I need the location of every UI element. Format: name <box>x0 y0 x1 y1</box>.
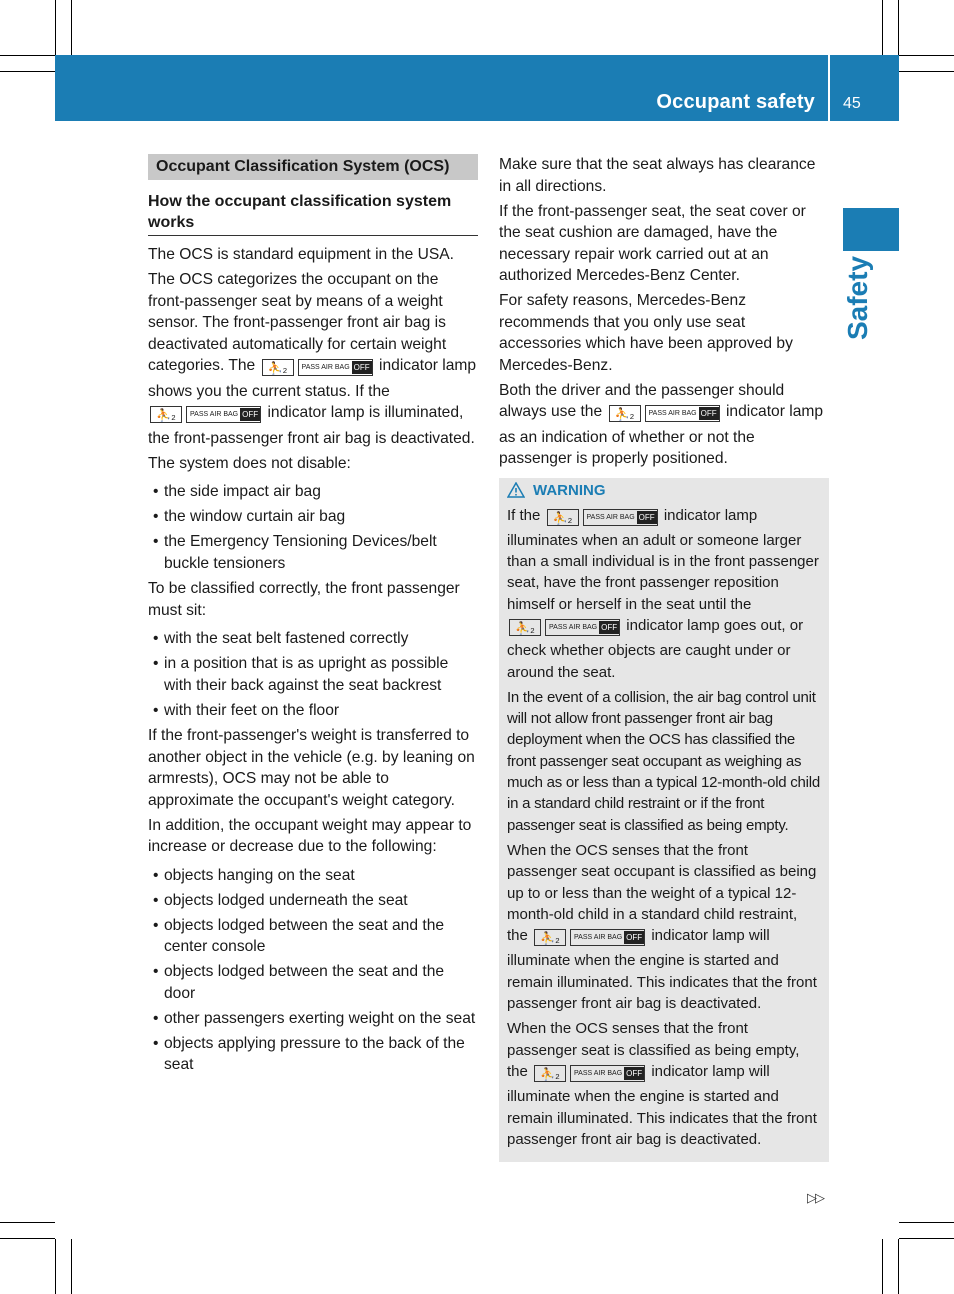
section-side-label: Safety <box>842 255 873 341</box>
seat-occupant-icon: ⛹₂ <box>547 509 579 526</box>
paragraph: To be classified correctly, the front passenger must sit: <box>148 580 460 619</box>
list-item: • objects hanging on the seat <box>148 865 478 887</box>
pass-airbag-off-indicator-icon: ⛹₂ PASS AIR BAG OFF <box>609 405 720 427</box>
warning-paragraph: In the event of a collision, the air bag control unit will not allow front passenger front air bag deployment when the OCS has classified the front passenger seat occupant as weighing as much as or less than a typical 12-month-old child in a standard child restraint or if the front passenger seat is classified as being empty. <box>507 688 820 834</box>
pass-airbag-off-indicator-icon: ⛹₂ PASS AIR BAG OFF <box>150 406 261 428</box>
chapter-title: Occupant safety <box>656 91 815 113</box>
list-item: • objects lodged underneath the seat <box>148 890 478 912</box>
seat-occupant-icon: ⛹₂ <box>509 619 541 636</box>
pass-airbag-off-indicator-icon: ⛹₂ PASS AIR BAG OFF <box>509 619 620 640</box>
warning-box <box>499 478 829 1163</box>
crop-mark <box>899 55 954 56</box>
paragraph: If the front-passenger's weight is transferred to another object in the vehicle (e.g. by leaning on armrests), OCS may not be able to approximate the occupant's weight category. <box>148 727 475 809</box>
paragraph: If the front-passenger seat, the seat cover or the seat cushion are damaged, have the necessary repair work carried out at an authorized Mercedes-Benz Center. <box>499 202 806 284</box>
paragraph: In addition, the occupant weight may appear to increase or decrease due to the following: <box>148 816 472 855</box>
crop-mark <box>882 0 883 55</box>
crop-mark <box>898 1239 899 1294</box>
list-item: • other passengers exerting weight on the seat <box>148 1008 478 1030</box>
crop-mark <box>55 1239 56 1294</box>
seat-occupant-icon: ⛹₂ <box>609 405 641 422</box>
paragraph: The OCS categorizes the occupant on the front-passenger seat by means of a weight sensor. The front-passenger front air bag is deactivated automatically for certain weight categories. The ⛹₂ PASS AIR BAG OFF indicator lamp shows you the current status. If the ⛹₂ PASS AIR BAG OFF indicator lamp is illuminated, the front-passenger front air bag is deactivated. <box>148 271 477 447</box>
continued-arrow-icon: ▷▷ <box>807 1190 823 1205</box>
list-item: • with the seat belt fastened correctly <box>148 628 478 650</box>
paragraph: For safety reasons, Mercedes-Benz recommends that you only use seat accessories which have been approved by Mercedes-Benz. <box>499 292 793 374</box>
list-item: • with their feet on the floor <box>148 700 478 722</box>
crop-mark <box>898 0 899 55</box>
pass-airbag-off-indicator-icon: ⛹₂ PASS AIR BAG OFF <box>534 929 645 950</box>
section-tab <box>843 208 899 251</box>
paragraph: Both the driver and the passenger should always use the ⛹₂ PASS AIR BAG OFF indicator lamp as an indication of whether or not the passenger is properly positioned. <box>499 381 824 467</box>
warning-heading: WARNING <box>507 480 821 502</box>
crop-mark <box>71 1239 72 1294</box>
paragraph: The OCS is standard equipment in the USA. <box>148 246 454 263</box>
crop-mark <box>71 0 72 55</box>
crop-mark <box>899 1222 954 1223</box>
list-item: • in a position that is as upright as possible with their back against the seat backrest <box>148 653 478 696</box>
pass-airbag-off-indicator-icon: ⛹₂ PASS AIR BAG OFF <box>547 509 658 530</box>
seat-occupant-icon: ⛹₂ <box>534 929 566 946</box>
list-item: • objects lodged between the seat and the center console <box>148 915 478 958</box>
page-number: 45 <box>843 95 861 112</box>
left-column <box>148 154 478 1080</box>
list-item: • objects lodged between the seat and the door <box>148 961 478 1004</box>
seat-occupant-icon: ⛹₂ <box>534 1065 566 1082</box>
bullet-list <box>148 628 478 721</box>
bullet-list <box>148 481 478 574</box>
crop-mark <box>882 1239 883 1294</box>
header-bar <box>55 55 899 121</box>
pass-airbag-off-indicator-icon: ⛹₂ PASS AIR BAG OFF <box>262 359 373 381</box>
warning-paragraph: When the OCS senses that the front passenger seat is classified as being empty, the ⛹₂ PASS AIR BAG OFF indicator lamp will illuminate when the engine is started and remain illuminated. This indicates that the front passenger front air bag is deactivated. <box>507 1020 817 1148</box>
crop-mark <box>55 0 56 55</box>
crop-mark <box>899 1238 954 1239</box>
section-title: Occupant Classification System (OCS) <box>148 154 478 180</box>
crop-mark <box>0 55 55 56</box>
warning-paragraph: If the ⛹₂ PASS AIR BAG OFF indicator lamp illuminates when an adult or someone larger than a small individual is in the front passenger seat, have the front passenger reposition himself or herself in the seat until the ⛹₂ PASS AIR BAG OFF indicator lamp goes out, or check whether objects are caught under or around the seat. <box>507 506 819 681</box>
right-column <box>499 154 829 1162</box>
pass-airbag-off-indicator-icon: ⛹₂ PASS AIR BAG OFF <box>534 1065 645 1086</box>
subheading: How the occupant classification system works <box>148 191 478 236</box>
list-item: • the side impact air bag <box>148 481 478 503</box>
warning-triangle-icon <box>507 482 525 498</box>
crop-mark <box>0 1238 55 1239</box>
crop-mark <box>0 1222 55 1223</box>
paragraph: The system does not disable: <box>148 454 351 472</box>
header-divider <box>828 55 830 121</box>
list-item: • objects applying pressure to the back of the seat <box>148 1033 478 1076</box>
warning-paragraph: When the OCS senses that the front passenger seat occupant is classified as being up to or less than the weight of a typical 12-month-old child in a standard child restraint, the ⛹₂ PASS AIR BAG OFF indicator lamp will illuminate when the engine is started and remain illuminated. This indicates that the front passenger front air bag is deactivated. <box>507 841 817 1013</box>
bullet-list <box>148 865 478 1076</box>
paragraph: Make sure that the seat always has clearance in all directions. <box>499 156 816 195</box>
list-item: • the window curtain air bag <box>148 506 478 528</box>
list-item: • the Emergency Tensioning Devices/belt buckle tensioners <box>148 531 478 574</box>
seat-occupant-icon: ⛹₂ <box>150 406 182 423</box>
crop-mark <box>899 71 954 72</box>
crop-mark <box>0 71 55 72</box>
seat-occupant-icon: ⛹₂ <box>262 359 294 376</box>
